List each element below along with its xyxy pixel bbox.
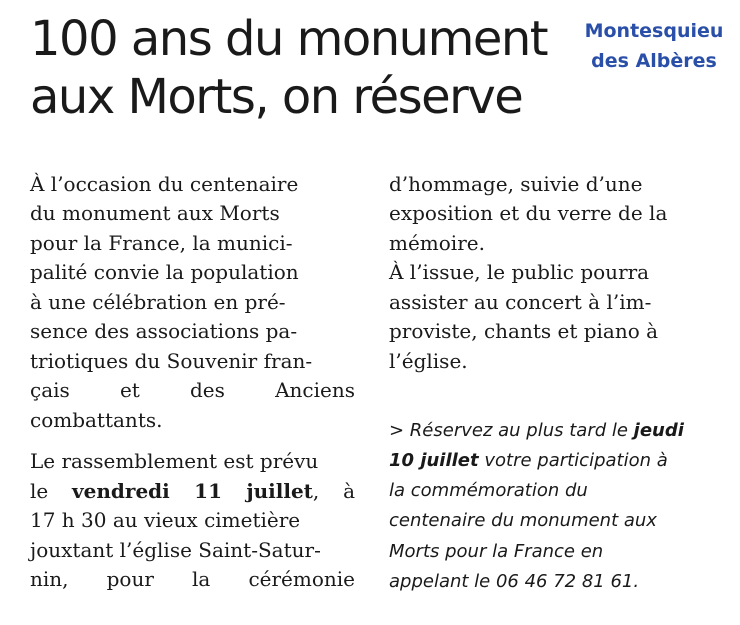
left-line-7: triotiques du Souvenir fran- [30, 349, 313, 373]
left-line-6: sence des associations pa- [30, 319, 298, 343]
note-line-4: centenaire du monument aux [389, 510, 657, 531]
location-label [574, 16, 734, 76]
note-line-1 [389, 416, 684, 446]
note-line-2-post: votre participation à [478, 450, 668, 471]
left-line-11-post: , à [312, 479, 355, 503]
location-line-2: des Albères [591, 50, 717, 72]
headline-line-2: aux Morts, on réserve [30, 69, 523, 125]
note-line-5: Morts pour la France en [389, 541, 604, 562]
right-line-1: d’hommage, suivie d’une [389, 172, 643, 196]
left-line-5: à une célébration en pré- [30, 290, 286, 314]
left-line-3: pour la France, la munici- [30, 231, 293, 255]
left-line-9: combattants. [30, 408, 163, 432]
left-line-11 [30, 477, 355, 505]
right-line-7: l’église. [389, 349, 468, 373]
left-line-11-pre: le [30, 479, 73, 503]
left-line-10: Le rassemblement est prévu [30, 449, 319, 473]
left-line-12: 17 h 30 au vieux cimetière [30, 508, 301, 532]
note-line-3: la commémoration du [389, 480, 588, 501]
right-line-4: À l’issue, le public pourra [389, 260, 650, 284]
right-line-5: assister au concert à l’im- [389, 290, 652, 314]
location-line-1: Montesquieu [584, 20, 724, 42]
event-date: vendredi 11 juillet [72, 479, 313, 503]
note-line-6: appelant le 06 46 72 81 61. [389, 571, 640, 592]
article-headline [30, 10, 590, 126]
reservation-deadline-day: jeudi [633, 420, 684, 441]
left-line-8: çais et des Anciens [30, 378, 355, 402]
headline-line-1: 100 ans du monument [30, 11, 548, 67]
right-line-3: mémoire. [389, 231, 485, 255]
reservation-deadline-date: 10 juillet [389, 450, 479, 471]
left-line-4: palité convie la population [30, 260, 299, 284]
right-line-2: exposition et du verre de la [389, 201, 668, 225]
note-line-1-pre: > Réservez au plus tard le [389, 420, 634, 441]
left-line-2: du monument aux Morts [30, 201, 280, 225]
left-line-13: jouxtant l’église Saint-Satur- [30, 538, 321, 562]
right-line-6: proviste, chants et piano à [389, 319, 659, 343]
note-line-2 [389, 446, 668, 476]
left-line-14: nin, pour la cérémonie [30, 567, 355, 591]
left-line-1: À l’occasion du centenaire [30, 172, 299, 196]
